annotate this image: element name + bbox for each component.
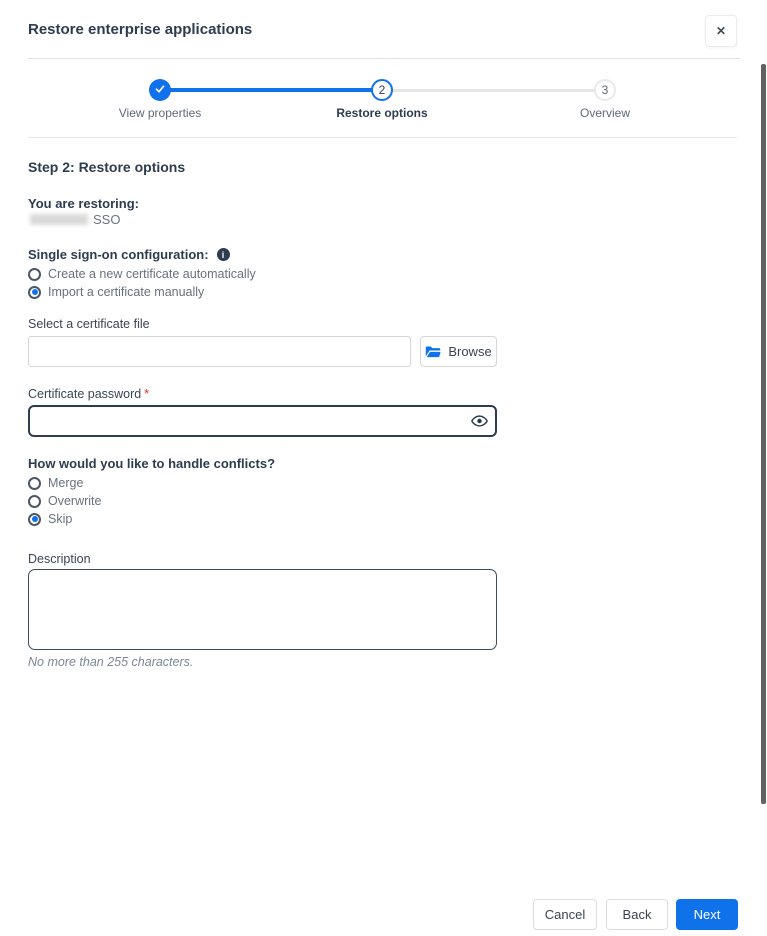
step-3-number: 3	[601, 83, 609, 97]
step-3-indicator	[594, 79, 616, 101]
step-2-label: Restore options	[336, 106, 428, 120]
stepper-connector-completed	[160, 88, 382, 92]
step-3-label: Overview	[579, 106, 630, 120]
stepper-connector-pending	[382, 89, 605, 92]
conflicts-label: How would you like to handle conflicts?	[28, 456, 276, 471]
radio-label: Import a certificate manually	[48, 285, 205, 299]
redacted-value	[30, 214, 88, 225]
step-1-label: View properties	[118, 106, 202, 120]
description-hint: No more than 255 characters.	[28, 655, 194, 669]
close-button[interactable]	[705, 15, 737, 47]
info-icon[interactable]: i	[217, 248, 230, 261]
radio-skip[interactable]	[28, 511, 72, 527]
radio-label: Skip	[48, 512, 73, 526]
browse-button[interactable]	[420, 336, 497, 367]
radio-circle-icon	[28, 268, 41, 281]
vertical-scrollbar-thumb[interactable]	[761, 64, 766, 804]
restoring-value-row	[28, 211, 120, 227]
certificate-password-label: Certificate password	[28, 387, 142, 401]
certificate-file-label: Select a certificate file	[28, 317, 150, 331]
description-textarea[interactable]	[28, 569, 497, 650]
step-heading: Step 2: Restore options	[28, 159, 186, 175]
next-button[interactable]: Next	[676, 899, 738, 930]
required-mark: *	[144, 387, 150, 401]
restoring-label: You are restoring:	[28, 196, 140, 211]
certificate-password-label-row	[28, 387, 149, 401]
folder-icon	[425, 345, 441, 359]
certificate-file-input[interactable]	[28, 336, 411, 367]
radio-circle-icon	[28, 286, 41, 299]
sso-config-label-row	[28, 247, 230, 262]
close-icon: ✕	[715, 24, 727, 38]
radio-create-certificate[interactable]	[28, 266, 256, 282]
description-label: Description	[28, 552, 91, 566]
radio-label: Merge	[48, 476, 84, 490]
check-icon	[154, 83, 166, 98]
step-2-indicator	[371, 79, 393, 101]
radio-label: Create a new certificate automatically	[48, 267, 256, 281]
step-2-number: 2	[378, 83, 386, 97]
show-password-button[interactable]	[463, 407, 495, 435]
certificate-password-field-wrap	[28, 405, 497, 437]
back-button[interactable]: Back	[606, 899, 668, 930]
radio-import-certificate[interactable]	[28, 284, 204, 300]
radio-circle-icon	[28, 513, 41, 526]
radio-label: Overwrite	[48, 494, 102, 508]
dialog-title: Restore enterprise applications	[28, 21, 253, 38]
sso-config-label: Single sign-on configuration:	[28, 247, 209, 262]
certificate-password-input[interactable]	[30, 407, 463, 435]
radio-merge[interactable]	[28, 475, 83, 491]
header-divider	[28, 58, 740, 59]
radio-circle-icon	[28, 495, 41, 508]
cancel-button[interactable]: Cancel	[533, 899, 597, 930]
eye-icon	[471, 414, 488, 428]
restoring-value: SSO	[93, 211, 121, 227]
stepper-divider	[28, 137, 737, 138]
radio-circle-icon	[28, 477, 41, 490]
radio-overwrite[interactable]	[28, 493, 101, 509]
browse-label: Browse	[448, 344, 492, 359]
step-1-indicator	[149, 79, 171, 101]
